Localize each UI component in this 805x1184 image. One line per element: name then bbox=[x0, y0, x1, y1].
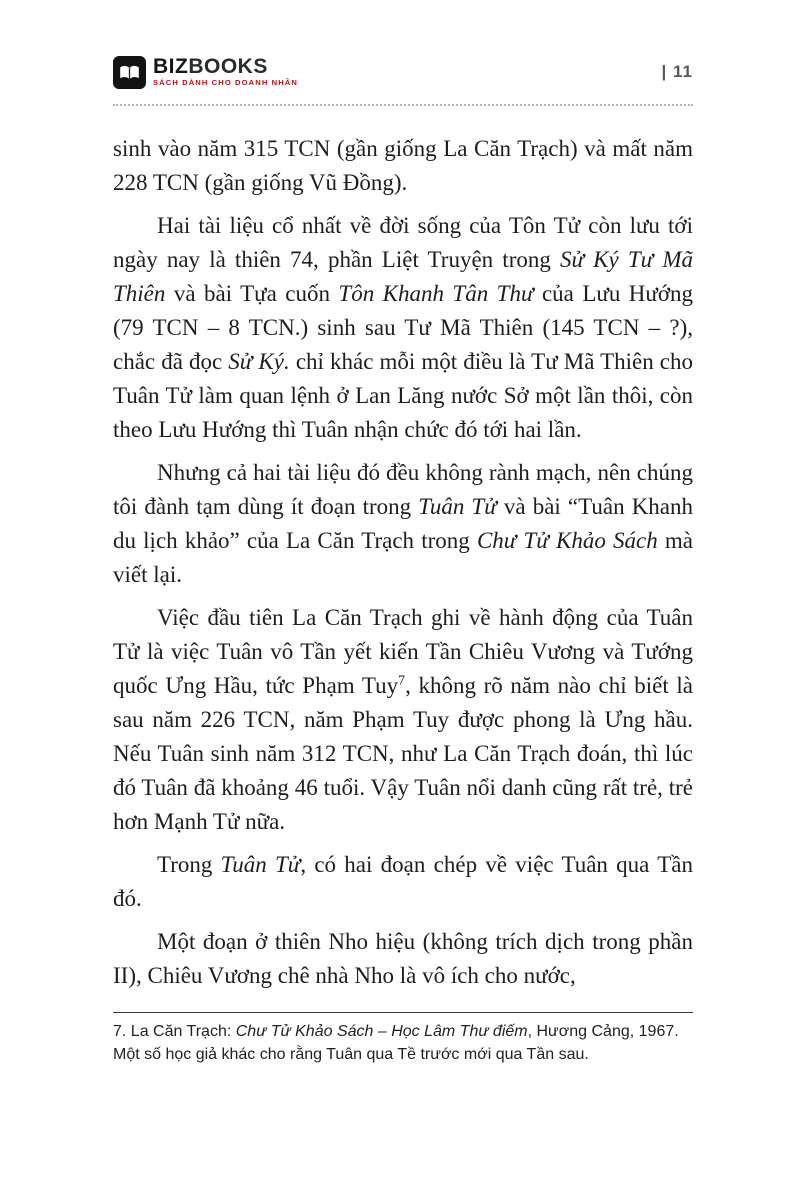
bizbooks-logo-icon bbox=[113, 56, 146, 89]
text-run: , Hương Cảng, 1967. Một số học giả khác cho rằng Tuân qua Tề trước mới qua Tần sau. bbox=[113, 1023, 679, 1063]
text-run: của Lưu Hướng (79 TCN – 8 TCN.) sinh sau Tư Mã Thiên (145 TCN – ?), chắc đã đọc bbox=[113, 281, 694, 374]
bizbooks-logo-text bbox=[153, 56, 298, 88]
italic-run: Chư Tử Khảo Sách – Học Lâm Thư điếm bbox=[235, 1023, 528, 1040]
text-run: Nhưng cả hai tài liệu đó đều không rành mạch, nên chúng tôi đành tạm dùng ít đoạn trong bbox=[113, 460, 693, 519]
page-header bbox=[113, 50, 693, 94]
footnote-text bbox=[113, 1020, 693, 1066]
body-text bbox=[113, 132, 693, 1002]
text-run: , có hai đoạn chép về việc Tuân qua Tần đó. bbox=[113, 852, 693, 911]
header-divider bbox=[113, 104, 693, 106]
logo-title-biz: BIZ bbox=[153, 55, 189, 78]
text-run: và bài “Tuân Khanh du lịch khảo” của La Căn Trạch trong bbox=[113, 494, 694, 553]
paragraph bbox=[113, 132, 693, 200]
paragraph bbox=[113, 601, 693, 839]
paragraph bbox=[113, 209, 693, 447]
text-run: Trong bbox=[157, 852, 221, 877]
text-run: Một đoạn ở thiên Nho hiệu (không trích dịch trong phần II), Chiêu Vương chê nhà Nho là vô ích cho nước, bbox=[113, 929, 693, 988]
paragraph bbox=[113, 925, 693, 993]
italic-run: Tôn Khanh Tân Thư bbox=[338, 281, 534, 306]
footnote bbox=[113, 1012, 693, 1066]
italic-run: Tuân Tử bbox=[220, 852, 301, 877]
text-run: , không rõ năm nào chỉ biết là sau năm 226 TCN, năm Phạm Tuy được phong là Ưng hầu. Nếu Tuân sinh năm 312 TCN, như La Căn Trạch đoán, thì lúc đó Tuân đã khoảng 46 tuổi. Vậy Tuân nổi danh cũng rất trẻ, trẻ hơn Mạnh Tử nữa. bbox=[113, 673, 694, 834]
text-run: Hai tài liệu cổ nhất về đời sống của Tôn Tử còn lưu tới ngày nay là thiên 74, phần Liệt Truyện trong bbox=[113, 213, 693, 272]
paragraph bbox=[113, 848, 693, 916]
italic-run: Tuân Tử bbox=[418, 494, 497, 519]
italic-run: Sử Ký. bbox=[228, 349, 290, 374]
italic-run: Chư Tử Khảo Sách bbox=[476, 528, 658, 553]
footnote-divider bbox=[113, 1012, 693, 1013]
page-number: | 11 bbox=[661, 62, 693, 81]
bizbooks-logo bbox=[113, 56, 298, 89]
text-run: và bài Tựa cuốn bbox=[165, 281, 339, 306]
bizbooks-logo-title bbox=[153, 56, 298, 78]
text-run: sinh vào năm 315 TCN (gần giống La Căn Trạch) và mất năm 228 TCN (gần giống Vũ Đồng). bbox=[113, 136, 693, 195]
text-run: mà viết lại. bbox=[113, 528, 693, 587]
footnote-reference: 7 bbox=[398, 672, 406, 688]
text-run: chỉ khác mỗi một điều là Tư Mã Thiên cho Tuân Tử làm quan lệnh ở Lan Lăng nước Sở một lần thôi, còn theo Lưu Hướng thì Tuân nhận chức đó tới hai lần. bbox=[113, 349, 694, 442]
logo-title-books: BOOKS bbox=[188, 55, 268, 78]
bizbooks-logo-tagline: SÁCH DÀNH CHO DOANH NHÂN bbox=[153, 78, 298, 87]
text-run: Việc đầu tiên La Căn Trạch ghi về hành động của Tuân Tử là việc Tuân vô Tần yết kiến Tần Chiêu Vương và Tướng quốc Ưng Hầu, tức Phạm Tuy bbox=[113, 605, 693, 698]
paragraph bbox=[113, 456, 693, 592]
italic-run: Sử Ký Tư Mã Thiên bbox=[113, 247, 694, 306]
text-run: 7. La Căn Trạch: bbox=[113, 1023, 236, 1040]
